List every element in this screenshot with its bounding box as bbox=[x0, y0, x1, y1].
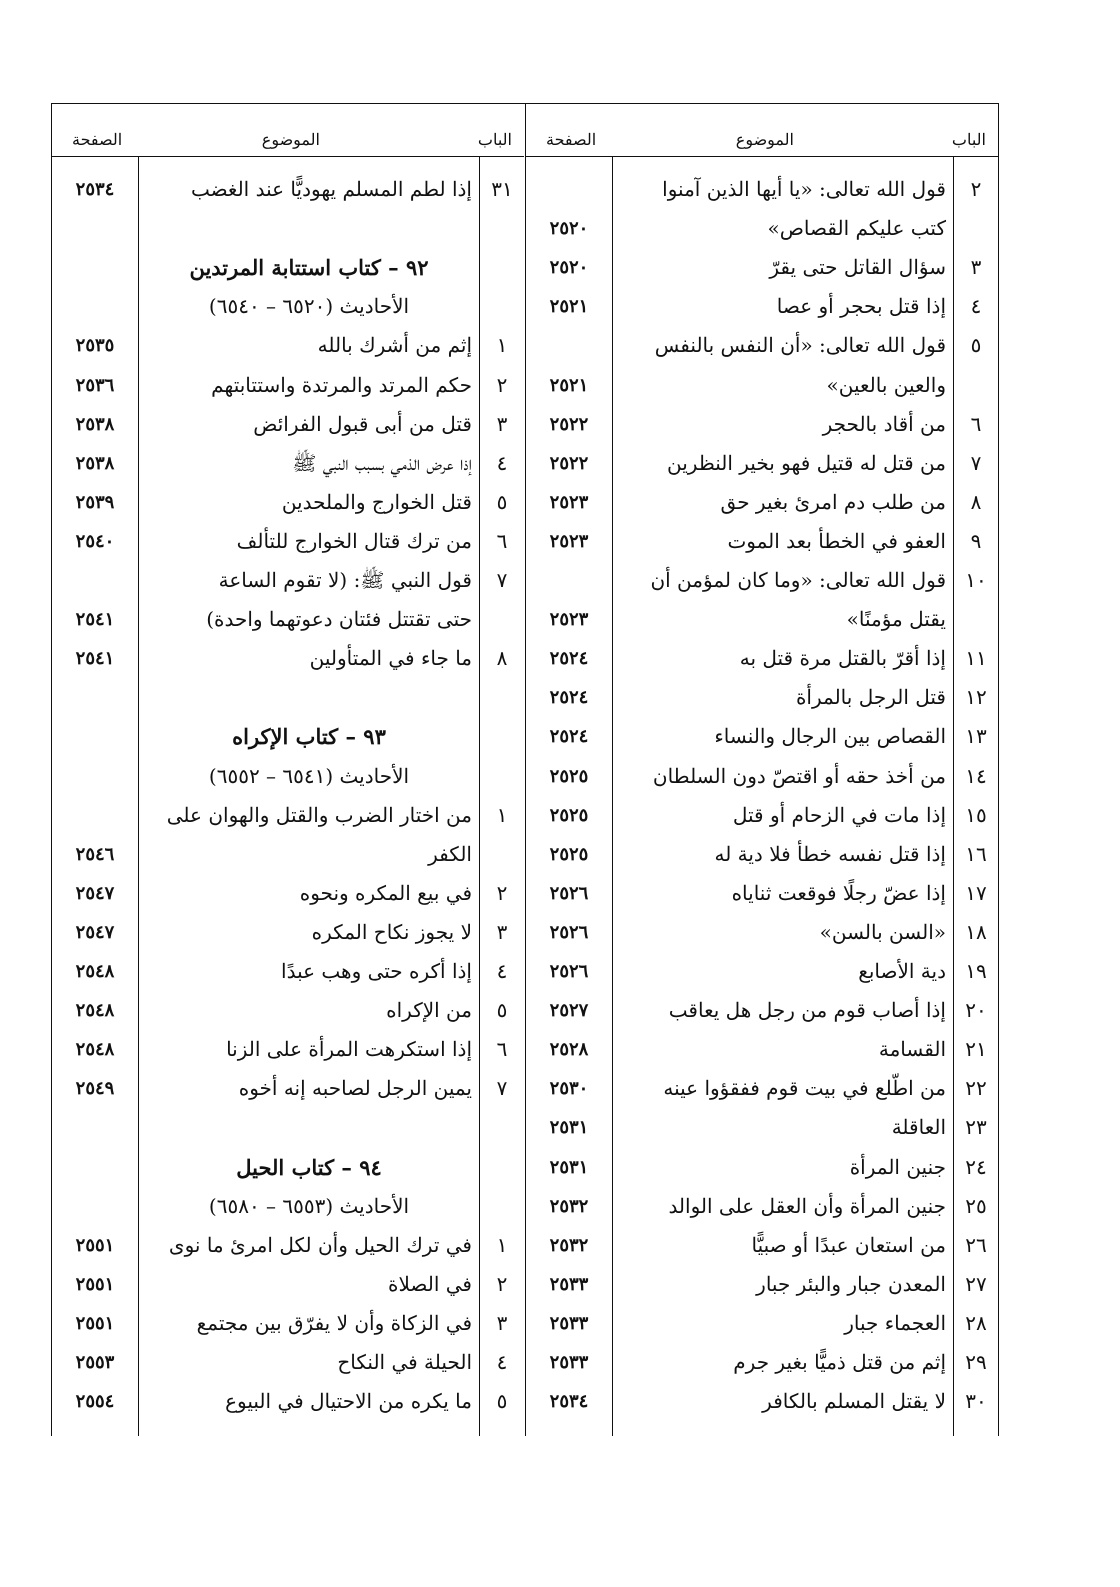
chapter-number: ١٣ bbox=[965, 724, 987, 749]
left-column bbox=[51, 104, 524, 1436]
page-number: ٢٥٢٢ bbox=[549, 413, 589, 435]
chapter-number: ٢٥ bbox=[965, 1193, 987, 1218]
table-row bbox=[526, 1030, 998, 1069]
chapter-number: ٢٦ bbox=[965, 1232, 987, 1257]
chapter-number: ٢ bbox=[496, 880, 508, 905]
table-row bbox=[52, 1030, 524, 1069]
chapter-topic: إذا عضّ رجلًا فوقعت ثناياه bbox=[731, 880, 946, 905]
page-number: ٢٥٤٨ bbox=[75, 1039, 115, 1061]
chapter-topic: قول الله تعالى: «يا أيها الذين آمنوا bbox=[662, 177, 946, 201]
page-number: ٢٥٢٤ bbox=[549, 648, 589, 670]
chapter-topic: لا يقتل المسلم بالكافر bbox=[762, 1389, 946, 1414]
hadith-range: الأحاديث (٦٥٤١ – ٦٥٥٢) bbox=[208, 763, 410, 788]
chapter-topic: في الصلاة bbox=[388, 1271, 472, 1296]
page-number: ٢٥٢٥ bbox=[549, 843, 589, 865]
page-number: ٢٥٣٤ bbox=[549, 1391, 589, 1413]
chapter-topic: من اطّلع في بيت قوم ففقؤوا عينه bbox=[663, 1076, 946, 1101]
chapter-topic: إذا عرض الذمي بسبب النبي ﷺ bbox=[292, 450, 472, 475]
chapter-number: ٣١ bbox=[491, 177, 513, 201]
chapter-number: ٢٧ bbox=[965, 1271, 987, 1296]
table-row bbox=[526, 366, 998, 405]
table-row bbox=[52, 1304, 524, 1343]
table-row bbox=[526, 1069, 998, 1108]
table-row bbox=[526, 326, 998, 365]
chapter-topic: يمين الرجل لصاحبه إنه أخوه bbox=[238, 1076, 472, 1101]
chapter-number: ١ bbox=[496, 802, 508, 827]
table-row bbox=[526, 561, 998, 600]
chapter-topic: إذا استكرهت المرأة على الزنا bbox=[226, 1037, 472, 1062]
table-row bbox=[526, 1382, 998, 1421]
page-number: ٢٥٥١ bbox=[75, 1312, 115, 1334]
chapter-number: ٣٠ bbox=[965, 1389, 987, 1414]
chapter-number: ١ bbox=[496, 1232, 508, 1257]
page-number: ٢٥٤٦ bbox=[75, 843, 115, 865]
page-number: ٢٥٣٤ bbox=[75, 179, 115, 200]
table-row bbox=[526, 835, 998, 874]
chapter-topic: إذا لطم المسلم يهوديًّا عند الغضب bbox=[190, 177, 472, 201]
table-row bbox=[52, 874, 524, 913]
chapter-number: ٤ bbox=[970, 294, 982, 319]
table-row bbox=[52, 170, 524, 209]
chapter-topic: من طلب دم امرئ بغير حق bbox=[720, 489, 946, 514]
table-row bbox=[526, 639, 998, 678]
chapter-topic: دية الأصابع bbox=[858, 959, 946, 983]
chapter-number: ١٤ bbox=[965, 763, 987, 788]
table-row bbox=[526, 600, 998, 639]
table-row bbox=[52, 913, 524, 952]
chapter-number: ٩ bbox=[970, 528, 982, 553]
chapter-number: ٧ bbox=[970, 450, 982, 475]
table-row bbox=[526, 248, 998, 287]
chapter-number: ٥ bbox=[970, 333, 982, 358]
chapter-number: ٢ bbox=[970, 177, 982, 201]
page-number: ٢٥٢٤ bbox=[549, 687, 589, 709]
table-row bbox=[52, 561, 524, 600]
chapter-number: ٢١ bbox=[965, 1037, 987, 1062]
page-number: ٢٥٤١ bbox=[75, 648, 115, 670]
chapter-number: ٧ bbox=[496, 568, 508, 592]
table-row bbox=[52, 405, 524, 444]
table-row bbox=[526, 522, 998, 561]
table-row bbox=[52, 1148, 524, 1187]
index-table bbox=[51, 103, 999, 1436]
page-number: ٢٥٣١ bbox=[549, 1117, 589, 1139]
chapter-number: ١٦ bbox=[965, 841, 987, 866]
book-title: ٩٤ – كتاب الحيل bbox=[236, 1154, 382, 1180]
table-row bbox=[526, 1226, 998, 1265]
page-number: ٢٥٢٧ bbox=[549, 1000, 589, 1022]
page-number: ٢٥٢٤ bbox=[549, 726, 589, 748]
chapter-topic: والعين بالعين» bbox=[826, 372, 946, 397]
right-column-header bbox=[526, 104, 998, 157]
chapter-number: ١ bbox=[496, 333, 508, 358]
table-row bbox=[526, 287, 998, 326]
chapter-topic: ما يكره من الاحتيال في البيوع bbox=[225, 1389, 472, 1414]
chapter-topic: إذا أصاب قوم من رجل هل يعاقب bbox=[668, 998, 946, 1023]
chapter-topic: حكم المرتد والمرتدة واستتابتهم bbox=[211, 372, 472, 397]
chapter-number: ٢٩ bbox=[965, 1350, 987, 1374]
chapter-topic: في بيع المكره ونحوه bbox=[299, 880, 472, 905]
chapter-topic: من أخذ حقه أو اقتصّ دون السلطان bbox=[652, 763, 946, 788]
table-row bbox=[526, 1304, 998, 1343]
table-row bbox=[526, 1108, 998, 1147]
page-number: ٢٥٤٨ bbox=[75, 961, 115, 982]
page-number: ٢٥٣٢ bbox=[549, 1195, 589, 1217]
page-number: ٢٥٤١ bbox=[75, 609, 115, 631]
chapter-number: ٦ bbox=[496, 528, 508, 553]
chapter-number: ٧ bbox=[496, 1076, 508, 1101]
book-title: ٩٣ – كتاب الإكراه bbox=[232, 724, 386, 750]
page-number: ٢٥٤٩ bbox=[75, 1078, 115, 1100]
page-number: ٢٥٢٥ bbox=[549, 765, 589, 787]
chapter-topic: حتى تقتتل فئتان دعوتهما واحدة) bbox=[206, 607, 472, 632]
table-row bbox=[52, 326, 524, 365]
page-number: ٢٥٢١ bbox=[549, 374, 589, 396]
chapter-topic: ما جاء في المتأولين bbox=[309, 646, 472, 671]
page-number: ٢٥٥٤ bbox=[75, 1391, 115, 1413]
chapter-topic: إذا مات في الزحام أو قتل bbox=[732, 802, 946, 827]
page-number: ٢٥٣٨ bbox=[75, 452, 115, 474]
chapter-number: ١٢ bbox=[965, 685, 987, 710]
chapter-topic: قتل الخوارج والملحدين bbox=[281, 489, 472, 514]
chapter-number: ٤ bbox=[496, 1350, 508, 1374]
table-row bbox=[52, 757, 524, 796]
chapter-topic: العاقلة bbox=[891, 1115, 946, 1140]
page-number: ٢٥٢٠ bbox=[549, 257, 589, 279]
chapter-topic: قول النبي ﷺ: (لا تقوم الساعة bbox=[218, 568, 472, 592]
chapter-topic: القصاص بين الرجال والنساء bbox=[714, 724, 946, 749]
page-number: ٢٥٢٦ bbox=[549, 961, 589, 982]
chapter-topic: «السن بالسن» bbox=[819, 919, 946, 944]
table-row bbox=[526, 483, 998, 522]
table-row bbox=[52, 835, 524, 874]
chapter-number: ٦ bbox=[970, 411, 982, 436]
table-row bbox=[526, 874, 998, 913]
page-number: ٢٥٣٣ bbox=[549, 1352, 589, 1373]
header-mawdu: الموضوع bbox=[261, 130, 320, 149]
chapter-number: ٣ bbox=[496, 1310, 508, 1335]
page-number: ٢٥٢٣ bbox=[549, 491, 589, 513]
page-number: ٢٥٤٧ bbox=[75, 921, 115, 943]
page-number: ٢٥٣٣ bbox=[549, 1273, 589, 1295]
table-row bbox=[526, 209, 998, 248]
chapter-topic: من الإكراه bbox=[386, 998, 472, 1023]
table-row bbox=[526, 952, 998, 991]
chapter-number: ٥ bbox=[496, 998, 508, 1023]
table-row bbox=[526, 1187, 998, 1226]
table-row bbox=[52, 1069, 524, 1108]
table-row bbox=[52, 522, 524, 561]
table-row bbox=[52, 952, 524, 991]
chapter-number: ٢٤ bbox=[965, 1154, 987, 1179]
chapter-number: ٢٠ bbox=[965, 998, 987, 1023]
chapter-topic: سؤال القاتل حتى يقرّ bbox=[769, 255, 946, 280]
table-row bbox=[52, 1343, 524, 1382]
table-row bbox=[526, 1343, 998, 1382]
page-number: ٢٥٣٣ bbox=[549, 1312, 589, 1334]
chapter-number: ٢٣ bbox=[965, 1115, 987, 1140]
table-row bbox=[526, 717, 998, 756]
table-row bbox=[526, 405, 998, 444]
page-number: ٢٥٢٨ bbox=[549, 1039, 589, 1061]
chapter-number: ٣ bbox=[496, 919, 508, 944]
table-row bbox=[52, 287, 524, 326]
table-row bbox=[526, 444, 998, 483]
chapter-number: ٥ bbox=[496, 1389, 508, 1414]
chapter-topic: من قتل له قتيل فهو بخير النظرين bbox=[667, 450, 946, 475]
page-number: ٢٥٢٢ bbox=[549, 452, 589, 474]
page-number: ٢٥٢٣ bbox=[549, 530, 589, 552]
chapter-topic: من أقاد بالحجر bbox=[822, 411, 946, 436]
chapter-topic: قول الله تعالى: «أن النفس بالنفس bbox=[654, 333, 946, 358]
header-bab: الباب bbox=[477, 130, 512, 149]
chapter-number: ٢ bbox=[496, 1271, 508, 1296]
chapter-topic: المعدن جبار والبئر جبار bbox=[756, 1271, 946, 1296]
chapter-number: ١٥ bbox=[965, 802, 987, 827]
page-number: ٢٥٥١ bbox=[75, 1273, 115, 1295]
table-row bbox=[52, 600, 524, 639]
chapter-topic: في ترك الحيل وأن لكل امرئ ما نوى bbox=[168, 1232, 472, 1257]
page-number: ٢٥٥٣ bbox=[75, 1352, 115, 1373]
table-row bbox=[52, 991, 524, 1030]
page-number: ٢٥٣٦ bbox=[75, 374, 115, 396]
chapter-number: ٨ bbox=[496, 646, 508, 671]
chapter-topic: العجماء جبار bbox=[844, 1310, 946, 1335]
chapter-topic: إذا أكره حتى وهب عبدًا bbox=[281, 959, 472, 983]
table-row bbox=[52, 1187, 524, 1226]
chapter-number: ٢٢ bbox=[965, 1076, 987, 1101]
page-number: ٢٥٣٨ bbox=[75, 413, 115, 435]
table-row bbox=[526, 757, 998, 796]
table-row bbox=[526, 1265, 998, 1304]
chapter-topic: قتل الرجل بالمرأة bbox=[795, 685, 946, 710]
page-number: ٢٥٤٠ bbox=[75, 530, 115, 552]
chapter-topic: كتب عليكم القصاص» bbox=[767, 216, 946, 241]
page-number: ٢٥٣٥ bbox=[75, 335, 115, 357]
page-number: ٢٥٤٨ bbox=[75, 1000, 115, 1022]
chapter-topic: القسامة bbox=[878, 1037, 946, 1062]
page-number: ٢٥٤٧ bbox=[75, 882, 115, 904]
chapter-topic: قول الله تعالى: «وما كان لمؤمن أن bbox=[650, 568, 946, 592]
left-column-header bbox=[52, 104, 524, 157]
chapter-topic: إذا قتل بحجر أو عصا bbox=[776, 294, 946, 319]
chapter-number: ٣ bbox=[496, 411, 508, 436]
page-number: ٢٥٢١ bbox=[549, 296, 589, 318]
hadith-range: الأحاديث (٦٥٢٠ – ٦٥٤٠) bbox=[208, 294, 410, 319]
book-title: ٩٢ – كتاب استتابة المرتدين bbox=[189, 255, 429, 281]
page-number: ٢٥٢٠ bbox=[549, 218, 589, 240]
chapter-number: ١٨ bbox=[965, 919, 987, 944]
header-mawdu: الموضوع bbox=[735, 130, 794, 149]
page-number: ٢٥٣٩ bbox=[75, 491, 115, 513]
page-number: ٢٥٢٣ bbox=[549, 609, 589, 631]
header-safha: الصفحة bbox=[546, 130, 597, 149]
chapter-number: ٨ bbox=[970, 489, 982, 514]
chapter-number: ١٩ bbox=[965, 959, 987, 983]
chapter-number: ٤ bbox=[496, 959, 508, 983]
table-row bbox=[52, 366, 524, 405]
chapter-number: ٥ bbox=[496, 489, 508, 514]
chapter-topic: من ترك قتال الخوارج للتألف bbox=[236, 528, 472, 553]
chapter-number: ٤ bbox=[496, 450, 508, 475]
table-row bbox=[52, 444, 524, 483]
chapter-number: ٣ bbox=[970, 255, 982, 280]
chapter-topic: يقتل مؤمنًا» bbox=[846, 607, 946, 632]
right-column bbox=[525, 104, 999, 1436]
table-row bbox=[52, 717, 524, 756]
table-row bbox=[52, 483, 524, 522]
table-row bbox=[52, 1382, 524, 1421]
table-row bbox=[526, 991, 998, 1030]
table-row bbox=[52, 639, 524, 678]
chapter-topic: جنين المرأة وأن العقل على الوالد bbox=[668, 1193, 946, 1218]
header-bab: الباب bbox=[951, 130, 986, 149]
page-number: ٢٥٣١ bbox=[549, 1156, 589, 1178]
page-number: ٢٥٢٦ bbox=[549, 921, 589, 943]
table-row bbox=[52, 1265, 524, 1304]
chapter-topic: إثم من أشرك بالله bbox=[317, 333, 472, 358]
header-safha: الصفحة bbox=[72, 130, 123, 149]
chapter-number: ١٠ bbox=[965, 568, 987, 592]
chapter-number: ١١ bbox=[965, 646, 987, 671]
chapter-topic: الكفر bbox=[428, 841, 472, 866]
hadith-range: الأحاديث (٦٥٥٣ – ٦٥٨٠) bbox=[208, 1193, 410, 1218]
chapter-number: ١٧ bbox=[965, 880, 987, 905]
table-row bbox=[526, 796, 998, 835]
chapter-topic: إثم من قتل ذميًّا بغير جرم bbox=[733, 1350, 946, 1374]
chapter-topic: العفو في الخطأ بعد الموت bbox=[727, 528, 946, 553]
chapter-topic: في الزكاة وأن لا يفرّق بين مجتمع bbox=[196, 1310, 472, 1335]
chapter-topic: إذا أقرّ بالقتل مرة قتل به bbox=[739, 646, 946, 671]
page-number: ٢٥٢٥ bbox=[549, 804, 589, 826]
page-number: ٢٥٥١ bbox=[75, 1234, 115, 1256]
chapter-number: ٢٨ bbox=[965, 1310, 987, 1335]
chapter-number: ٦ bbox=[496, 1037, 508, 1062]
chapter-topic: لا يجوز نكاح المكره bbox=[311, 919, 472, 944]
table-row bbox=[526, 678, 998, 717]
table-row bbox=[526, 1148, 998, 1187]
table-row bbox=[52, 796, 524, 835]
chapter-topic: إذا قتل نفسه خطأ فلا دية له bbox=[714, 841, 946, 866]
chapter-number: ٢ bbox=[496, 372, 508, 397]
chapter-topic: من استعان عبدًا أو صبيًّا bbox=[751, 1232, 946, 1257]
table-row bbox=[52, 1226, 524, 1265]
chapter-topic: قتل من أبى قبول الفرائض bbox=[253, 411, 472, 436]
chapter-topic: الحيلة في النكاح bbox=[337, 1350, 472, 1374]
page-number: ٢٥٣٠ bbox=[549, 1078, 589, 1100]
chapter-topic: من اختار الضرب والقتل والهوان على bbox=[166, 802, 472, 827]
page-number: ٢٥٣٢ bbox=[549, 1234, 589, 1256]
table-row bbox=[52, 248, 524, 287]
table-row bbox=[526, 913, 998, 952]
chapter-topic: جنين المرأة bbox=[849, 1154, 946, 1179]
table-row bbox=[526, 170, 998, 209]
page-number: ٢٥٢٦ bbox=[549, 882, 589, 904]
